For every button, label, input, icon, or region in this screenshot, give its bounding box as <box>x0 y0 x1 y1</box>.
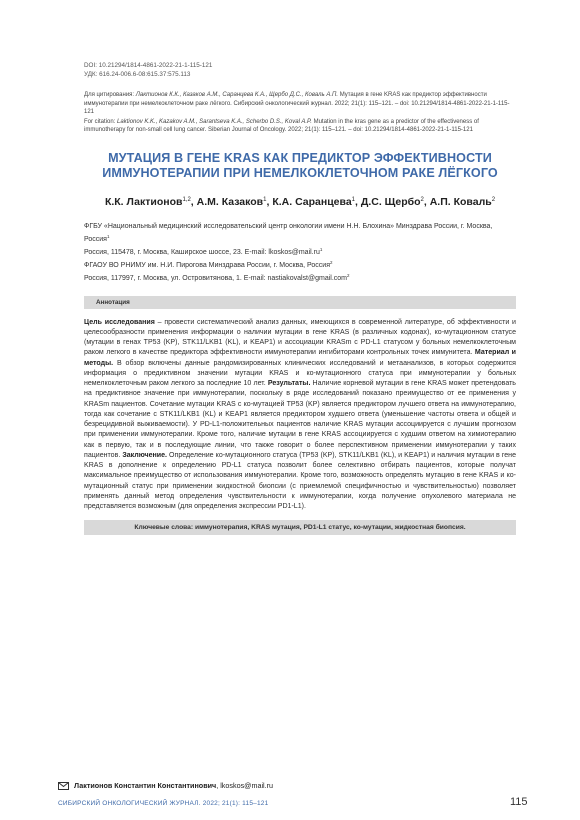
corresponding-author <box>58 781 273 790</box>
affiliation-text: Россия, 115478, г. Москва, Каширское шоссе, 23. E-mail: lkoskos@mail.ru <box>84 248 320 256</box>
author-affil-mark: 2 <box>491 196 496 203</box>
abstract-section-text: В обзор включены данные рандомизированных клинических исследований и метаанализов, в которых содержится информация о предиктивном значении мутации KRAS и ко-мутационного статуса при иммунотерапии у больных немелкоклеточным раком легкого за последние 10 лет. <box>84 359 516 388</box>
affiliation-text: ФГБУ «Национальный медицинский исследовательский центр онкологии имени Н.Н. Блохина» Минздрава России, г. Москва, Россия <box>84 222 493 243</box>
envelope-icon <box>58 782 69 790</box>
citation-en-authors: Laktionov K.K., Kazakov A.M., Sarantseva K.A., Scherbo D.S., Koval A.P. <box>117 118 312 125</box>
author-name: А.М. Казаков <box>196 195 264 208</box>
affiliation-line <box>84 245 516 258</box>
abstract-section-label: Заключение. <box>122 451 167 459</box>
abstract-section-text: Наличие корневой мутации в гене KRAS может претендовать на предиктивное значение при иммунотерапии, поскольку в ряде исследований показано преимущество от ее применения у KRASm пациентов. Сочетание мутации KRAS с ко-мутацией TP53 (KP) является предиктором лучшего ответа на иммунотерапию, тогда как сочетание с STK11/LKB1 (KL) и KEAP1 является предиктором худшего ответа (уменьшение частоты ответа и общей и безрецидивной выживаемости). У PD-L1-положительных пациентов наличие KRAS мутации ассоциируется с лучшим прогнозом при применении иммунотерапии. Кроме того, наличие мутации в гене KRAS ассоциируется с худшим ответом на химиотерапию как в первую, так и в последующие линии, что также говорит о более перспективном применении иммунотерапии у таких пациентов. <box>84 380 516 459</box>
author-name: К.К. Лактионов <box>104 195 183 208</box>
article-title: МУТАЦИЯ В ГЕНЕ KRAS КАК ПРЕДИКТОР ЭФФЕКТИВНОСТИ ИММУНОТЕРАПИИ ПРИ НЕМЕЛКОКЛЕТОЧНОМ РАКЕ ЛЁГКОГО <box>102 150 498 181</box>
author-affil-mark: 2 <box>420 196 424 203</box>
citation-ru-text: Мутация в гене KRAS как предиктор эффективности иммунотерапии при немелкоклеточном раке лёгкого. Сибирский онкологический журнал. 2022; 21(1): 115–121. – doi: 10.21294/1814-4861-2022-21-1-115-121 <box>84 92 510 116</box>
citation-en <box>84 118 516 135</box>
abstract-body <box>84 318 516 513</box>
abstract-section-label: Материал и методы. <box>84 349 516 367</box>
author-name: А.П. Коваль <box>429 195 492 208</box>
citation-en-label: For citation: <box>84 118 116 125</box>
doi-line: DOI: 10.21294/1814-4861-2022-21-1-115-121 <box>84 62 213 69</box>
citation-ru <box>84 91 516 117</box>
article-page <box>84 62 516 535</box>
affiliation-line <box>84 222 516 245</box>
affiliation-line <box>84 258 516 271</box>
author-affil-mark: 1 <box>351 196 356 203</box>
abstract-section-label: Цель исследования <box>84 318 155 326</box>
author-affil-mark: 1 <box>263 196 267 203</box>
affiliations <box>84 222 516 285</box>
affiliation-mark: 1 <box>106 233 110 239</box>
author-name: Д.С. Щербо <box>360 195 421 208</box>
affiliation-line <box>84 271 516 284</box>
affiliation-mark: 2 <box>347 273 350 279</box>
annotation-heading: Аннотация <box>84 296 516 309</box>
abstract-section-text: Определение ко-мутационного статуса (TP53 (KP), STK11/LKB1 (KL), и KEAP1) и наличия мутации в гене KRAS в дополнение к определению PD-L1 статуса позволит более селективно отбирать пациентов, которые получат максимальное преимущество от использования иммунотерапии. Кроме того, возможность определять мутацию в гене KRAS и ко-мутационный статус при применении жидкостной биопсии (с приемлемой специфичностью и чувствительностью) позволяет применять данный метод определения чувствительности к иммунотерапии, когда получение опухолевого материала не представляется возможным (для определения экспрессии PD1-L1). <box>84 451 516 511</box>
keywords-bar: Ключевые слова: иммунотерапия, KRAS мутация, PD1-L1 статус, ко-мутации, жидкостная биопсия. <box>84 520 516 535</box>
author-name: К.А. Саранцева <box>272 195 352 208</box>
affiliation-text: Россия, 117997, г. Москва, ул. Островитянова, 1. E-mail: nastiakovalst@gmail.com <box>84 275 347 283</box>
abstract-section-text: – провести систематический анализ данных, имеющихся в современной литературе, об эффективности и целесообразности применения информации о наличии мутации в гене KRAS (в различных кодонах), ко-мутационном статусе (мутации в генах TP53 (KP), STK11/LKB1 (KL), и KEAP1) и ассоциации KRASm с PD-L1 статусом у больных немелкоклеточным раком легкого в качестве предиктора эффективности иммунотерапии ингибиторами контрольных точек иммунитета. <box>84 318 516 357</box>
page-number: 115 <box>510 796 528 808</box>
citation-en-text: Mutation in the kras gene as a predictor of the effectiveness of immunotherapy for non-small cell lung cancer. Siberian Journal of Oncology. 2022; 21(1): 115–121. – doi: 10.21294/1814-4861-2022-21-1-115-121 <box>84 118 479 134</box>
affiliation-mark: 2 <box>329 260 333 266</box>
author-list: К.К. Лактионов$^{1,2}$, А.М. Казаков$^1$, К.А. Саранцева$^1$, Д.С. Щербо$^2$, А.П. Коваль$^2$ <box>104 195 496 208</box>
citation-ru-label: Для цитирования: <box>84 92 135 98</box>
contact-email[interactable]: , lkoskos@mail.ru <box>216 781 274 790</box>
udk-line: УДК: 616.24-006.6-08:615.37:575.113 <box>84 70 191 78</box>
author-affil-mark: 1,2 <box>182 196 191 203</box>
affiliation-mark: 1 <box>319 246 323 252</box>
abstract-section-label: Результаты. <box>267 380 311 388</box>
footer-journal: СИБИРСКИЙ ОНКОЛОГИЧЕСКИЙ ЖУРНАЛ. 2022; 21(1): 115–121 <box>58 800 269 807</box>
affiliation-text: ФГАОУ ВО РНИМУ им. Н.И. Пирогова Минздрава России, г. Москва, Россия <box>84 262 330 270</box>
citation-ru-authors: Лактионов К.К., Казаков А.М., Саранцева К.А., Щербо Д.С., Коваль А.П. <box>135 92 339 98</box>
contact-name: Лактионов Константин Константинович <box>74 781 217 790</box>
